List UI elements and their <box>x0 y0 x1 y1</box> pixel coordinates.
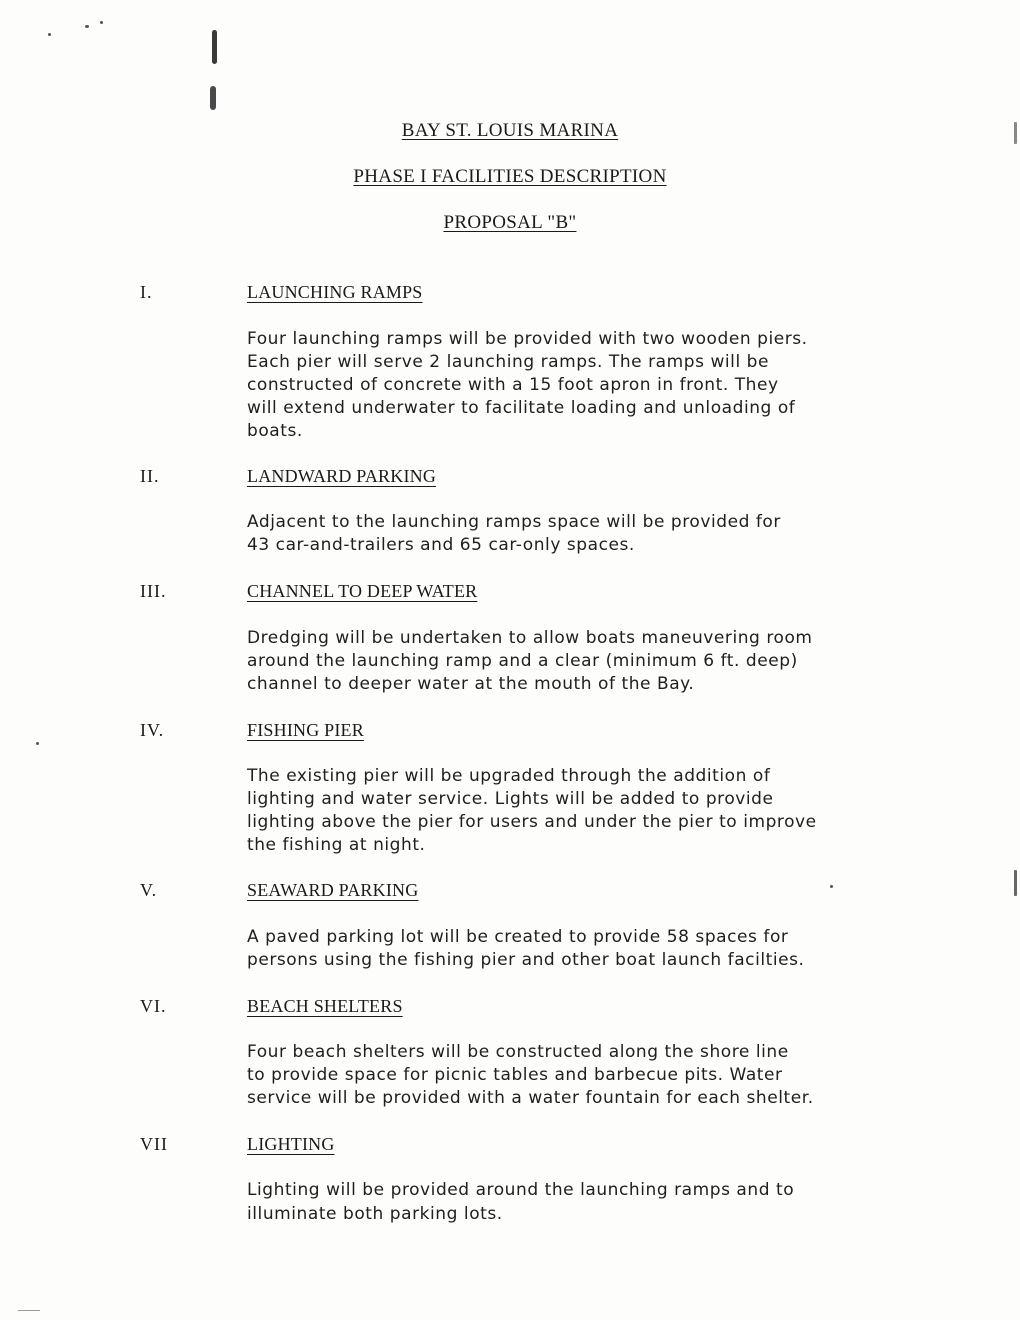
section-numeral: III. <box>140 581 167 601</box>
section-title: LIGHTING <box>247 1134 335 1154</box>
section-numeral: I. <box>140 282 153 302</box>
section-text-line: persons using the fishing pier and other boat launch facilties. <box>247 950 805 970</box>
section-title: LAUNCHING RAMPS <box>247 282 423 302</box>
section-text-line: Each pier will serve 2 launching ramps. The ramps will be <box>247 352 770 372</box>
scan-speck <box>18 1310 40 1311</box>
scan-speck <box>36 742 39 745</box>
section-text-line: illuminate both parking lots. <box>247 1204 503 1224</box>
scan-speck <box>212 30 217 64</box>
section-title: FISHING PIER <box>247 720 364 740</box>
section-text-line: lighting and water service. Lights will be added to provide <box>247 789 774 809</box>
section-text-line: Four beach shelters will be constructed along the shore line <box>247 1042 789 1062</box>
section-text-line: Dredging will be undertaken to allow boats maneuvering room <box>247 628 813 648</box>
section-text-line: 43 car-and-trailers and 65 car-only spaces. <box>247 535 635 555</box>
section-numeral: V. <box>140 880 158 900</box>
section-text-line: The existing pier will be upgraded through the addition of <box>247 766 771 786</box>
section-text-line: Four launching ramps will be provided with two wooden piers. <box>247 329 808 349</box>
document-title: BAY ST. LOUIS MARINA <box>401 120 619 141</box>
section-title: SEAWARD PARKING <box>247 880 419 900</box>
section-title: BEACH SHELTERS <box>247 996 403 1016</box>
section-text-line: channel to deeper water at the mouth of the Bay. <box>247 674 695 694</box>
section-text-line: lighting above the pier for users and under the pier to improve <box>247 812 817 832</box>
section-numeral: VI. <box>140 996 167 1016</box>
section-text-line: Lighting will be provided around the launching ramps and to <box>247 1180 795 1200</box>
section-text-line: the fishing at night. <box>247 835 426 855</box>
scan-speck <box>830 885 833 888</box>
scan-speck <box>48 33 51 36</box>
section-text-line: will extend underwater to facilitate loading and unloading of <box>247 398 796 418</box>
section-numeral: VII <box>140 1134 168 1154</box>
section-text-line: constructed of concrete with a 15 foot apron in front. They <box>247 375 779 395</box>
scan-speck <box>100 21 103 24</box>
section-text-line: service will be provided with a water fountain for each shelter. <box>247 1088 814 1108</box>
section-text-line: to provide space for picnic tables and barbecue pits. Water <box>247 1065 783 1085</box>
scan-speck <box>85 25 89 28</box>
section-numeral: IV. <box>140 720 165 740</box>
scan-speck <box>1014 870 1017 896</box>
section-text-line: around the launching ramp and a clear (minimum 6 ft. deep) <box>247 651 798 671</box>
section-text-line: A paved parking lot will be created to provide 58 spaces for <box>247 927 789 947</box>
scan-speck <box>210 86 216 110</box>
proposal-label: PROPOSAL "B" <box>443 212 577 233</box>
section-title: CHANNEL TO DEEP WATER <box>247 581 478 601</box>
document-subtitle: PHASE I FACILITIES DESCRIPTION <box>353 166 667 187</box>
section-text-line: boats. <box>247 421 303 441</box>
section-text-line: Adjacent to the launching ramps space will be provided for <box>247 512 781 532</box>
section-title: LANDWARD PARKING <box>247 466 437 486</box>
section-numeral: II. <box>140 466 160 486</box>
